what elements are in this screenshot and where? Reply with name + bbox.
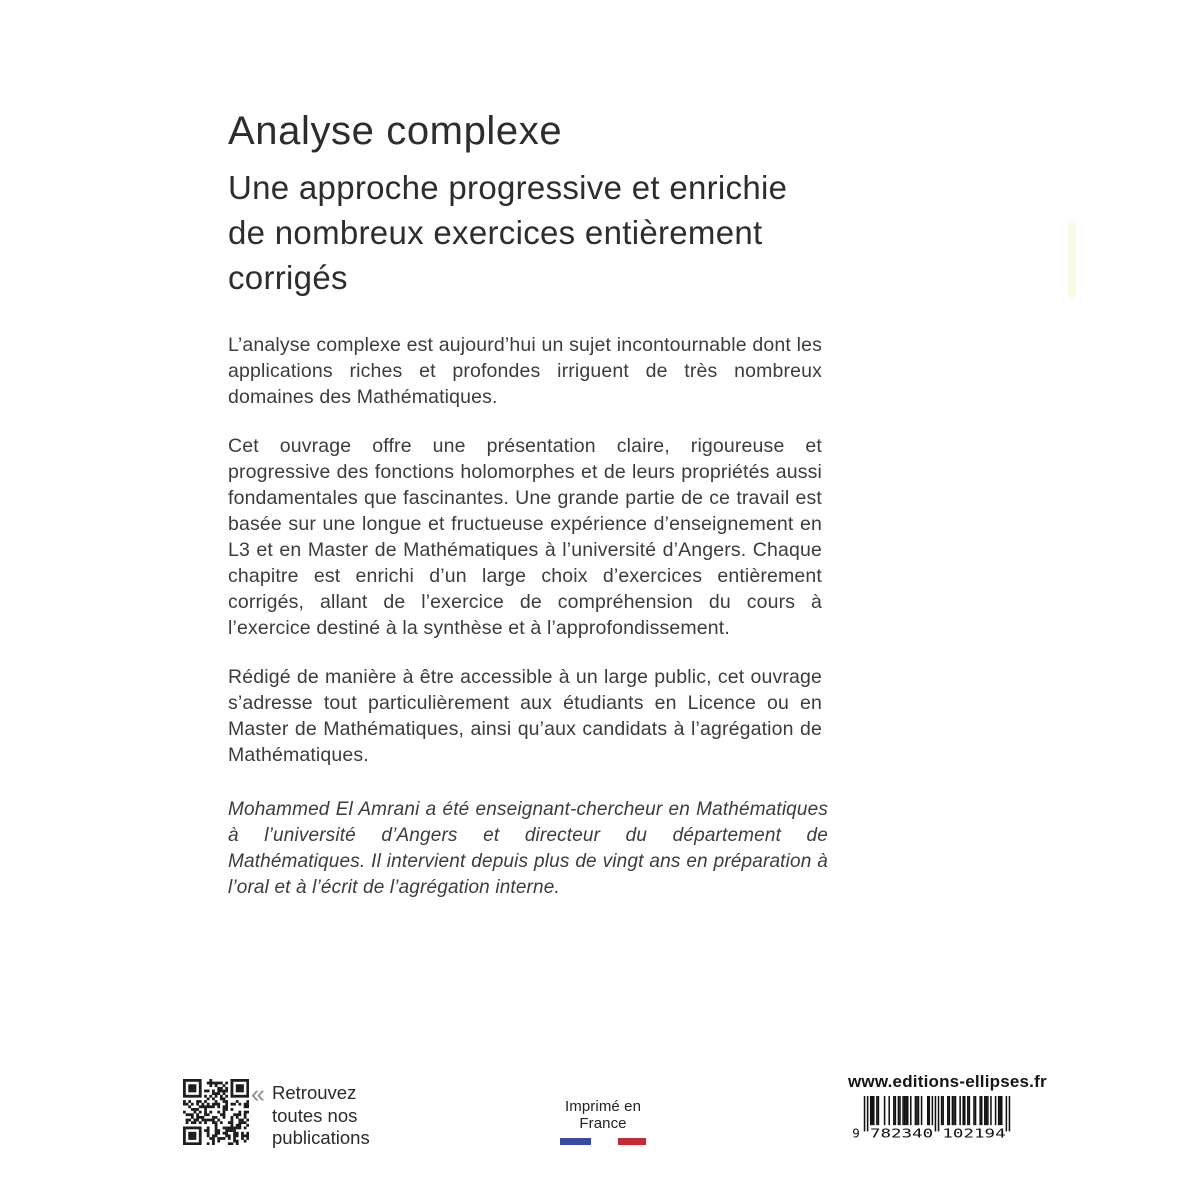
- qr-caption-line: publications: [272, 1127, 370, 1148]
- author-bio: Mohammed El Amrani a été enseignant-chercheur en Mathématiques à l’université d’Angers et directeur du département de Mathématiques. Il intervient depuis plus de vingt ans en préparation à l’oral et à l’écrit de l’agrégation interne.: [228, 799, 828, 898]
- description-paragraph: Cet ouvrage offre une présentation claire, rigoureuse et progressive des fonctions holomorphes et de leurs propriétés aussi fondamentales que fascinantes. Une grande partie de ce travail est basée sur une longue et fructueuse expérience d’enseignement en L3 et en Master de Mathématiques à l’université d’Angers. Chaque chapitre est enrichi d’un large choix d’exercices entièrement corrigés, allant de l’exercice de compréhension du cours à l’exercice destiné à la synthèse et à l’approfondissement.: [228, 435, 822, 639]
- qr-code: [183, 1079, 249, 1145]
- subtitle-line: de nombreux exercices entièrement: [228, 214, 763, 251]
- guillemet-icon: «: [251, 1080, 265, 1108]
- subtitle-line: corrigés: [228, 259, 348, 296]
- flag-white-bar: [591, 1138, 618, 1145]
- book-subtitle: [228, 165, 787, 300]
- svg-text:9: 9: [852, 1125, 860, 1141]
- svg-text:782340: 782340: [869, 1125, 934, 1141]
- qr-caption: [272, 1082, 370, 1150]
- printed-in-france-label: Imprimé en France: [564, 1098, 642, 1132]
- scan-artifact: [1068, 220, 1076, 298]
- qr-caption-line: toutes nos: [272, 1104, 358, 1126]
- french-flag-icon: [543, 1138, 663, 1145]
- publisher-website: www.editions-ellipses.fr: [848, 1072, 1047, 1091]
- book-title: Analyse complexe: [228, 109, 563, 153]
- subtitle-line: Une approche progressive et enrichie: [228, 169, 788, 206]
- description-paragraph: Rédigé de manière à être accessible à un large public, cet ouvrage s’adresse tout particulièrement aux étudiants en Licence ou en Master de Mathématiques, ainsi qu’aux candidats à l’agrégation de Mathématiques.: [228, 666, 822, 766]
- flag-blue-bar: [560, 1138, 591, 1145]
- qr-caption-line: Retrouvez: [272, 1082, 357, 1103]
- ean13-barcode: [851, 1096, 1013, 1146]
- publisher-block: [848, 1072, 1047, 1151]
- description-paragraph: L’analyse complexe est aujourd’hui un sujet incontournable dont les applications riches et profondes irriguent de très nombreux domaines des Mathématiques.: [228, 334, 822, 408]
- back-cover-description: [228, 332, 822, 791]
- svg-text:102194: 102194: [942, 1125, 1006, 1141]
- printed-in-france-block: [543, 1098, 663, 1145]
- qr-code-image: [183, 1079, 249, 1145]
- flag-red-bar: [618, 1138, 646, 1145]
